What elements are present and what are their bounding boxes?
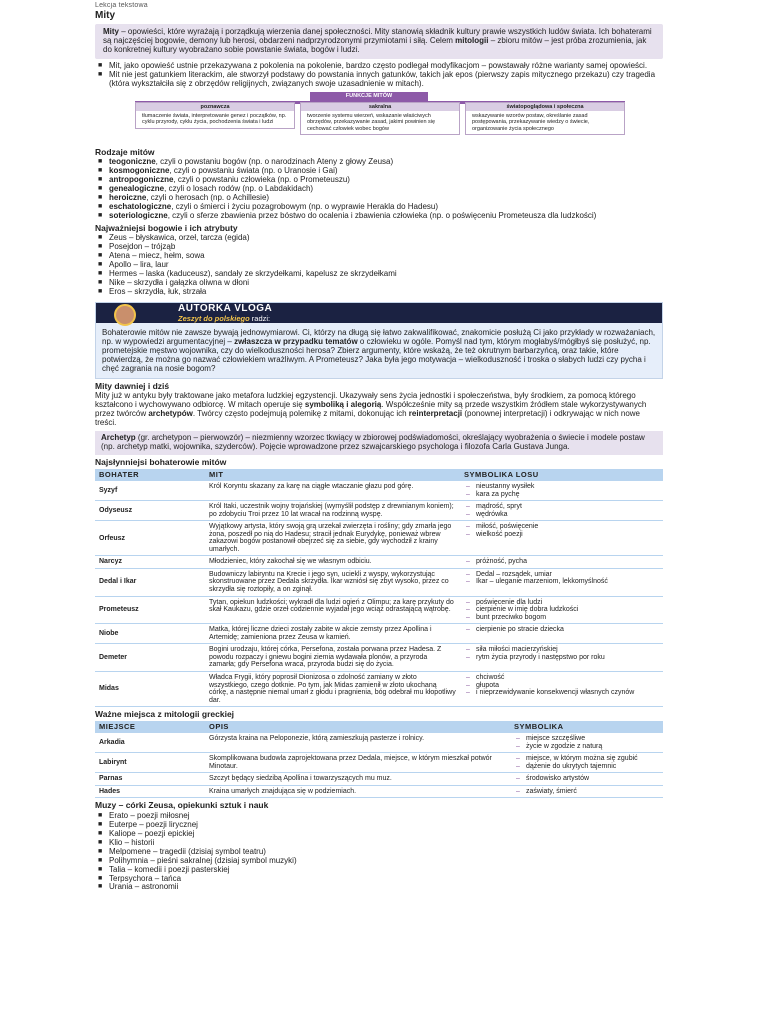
table-row (95, 671, 663, 706)
list-item: ■ Kaliope – poezji epickiej (109, 830, 663, 839)
muses-list (95, 812, 663, 893)
list-item: – miłość, poświęcenie (476, 523, 659, 531)
list-item: – chciwość (476, 674, 659, 682)
row-description: Matka, której liczne dzieci zostały zabite w akcie zemsty przez Apollina i Artemidę; zamieniona przez Zeusa w kamień. (205, 624, 460, 644)
row-symbolism (510, 773, 663, 786)
list-item: ■ Nike – skrzydła i gałązka oliwna w dłoni (109, 279, 663, 288)
author-name: AUTORKA VLOGA (178, 303, 273, 315)
list-item: – środowisko artystów (526, 775, 659, 783)
intro-bullets (95, 62, 663, 89)
list-item: – głupota (476, 682, 659, 690)
row-description: Górzysta kraina na Peloponezie, którą zamieszkują pasterze i rolnicy. (205, 733, 510, 753)
table-row (95, 644, 663, 672)
function-head: światopoglądowa i społeczna (466, 103, 624, 111)
list-item: – wielkość poezji (476, 531, 659, 539)
table-row (95, 556, 663, 569)
table-row (95, 481, 663, 501)
row-name: Prometeusz (95, 596, 205, 624)
list-item: ■ soteriologiczne, czyli o sferze zbawienia przez bóstwo do ocalenia i zbawienia człowieka (np. o poświęceniu Prometeusza dla ludzkości) (109, 212, 663, 221)
row-description: Kraina umarłych znajdująca się w podziemiach. (205, 785, 510, 798)
archetype-box: Archetyp (gr. archetypon – pierwowzór) – niezmienny wzorzec tkwiący w zbiorowej podświadomości, określający wyobrażenia o świecie i modele postaw (np. archetyp matki, wojownika, szyderców). Pojęcie wprowadzone przez szwajcarskiego psychologa i filozofa Carla Gustava Junga. (95, 431, 663, 455)
author-bar (96, 303, 662, 323)
intro-text2: – zbioru mitów – jest próba zrozumienia, jak do konkretnej kultury wyobrażano sobie powstanie świata, bogów i ludzi. (103, 35, 647, 54)
list-item: – mądrość, spryt (476, 503, 659, 511)
column-header: OPIS (205, 721, 510, 733)
row-description: Bogini urodzaju, której córka, Persefona, została porwana przez Hadesa. Z powodu rozpaczy i gniewu bogini ziemia wydawała plonów, a przyroda zamarła; gdy Persefona wraca, przyroda budzi się do życia. (205, 644, 460, 672)
table-row (95, 568, 663, 596)
list-item: ■ Zeus – błyskawica, orzeł, tarcza (egida) (109, 234, 663, 243)
row-description: Skomplikowana budowla zaprojektowana przez Dedala, miejsce, w którym mieszkał potwór Minotaur. (205, 753, 510, 773)
row-description: Władca Frygii, który poprosił Dionizosa o zdolność zamiany w złoto wszystkiego, czego dotknie. Po tym, jak Midas zamienił w złoto ukochaną córkę, a następnie niemal umarł z głodu i pragnienia, bóg odebrał mu kłopotliwy dar. (205, 671, 460, 706)
avatar (114, 304, 136, 326)
list-item: ■ Klio – historii (109, 839, 663, 848)
list-item: ■ Atena – miecz, hełm, sowa (109, 252, 663, 261)
list-item: – miejsce, w którym można się zgubić (526, 755, 659, 763)
list-item: ■ Mit nie jest gatunkiem literackim, ale stworzył podstawy do powstania innych gatunków, takich jak epos (pierwszy zapis mitycznego przekazu) czy tragedia (która wykształciła się z obrzędów religijnych, związanych swoje uzasadnienie w mitach). (109, 71, 663, 89)
table-row (95, 596, 663, 624)
table-row (95, 624, 663, 644)
gods-list (95, 234, 663, 297)
places-table (95, 721, 663, 799)
types-heading: Rodzaje mitów (95, 146, 155, 157)
row-name: Orfeusz (95, 521, 205, 556)
row-name: Labirynt (95, 753, 205, 773)
function-body: tworzenie systemu wierzeń, wskazanie właściwych obrzędów, przekazywanie zasad, jakimi powinien się cechować człowiek wobec bogów (307, 112, 436, 132)
row-symbolism (460, 556, 663, 569)
table-row (95, 773, 663, 786)
list-item: ■ Terpsychora – tańca (109, 875, 663, 884)
row-name: Narcyz (95, 556, 205, 569)
list-item: ■ Posejdon – trójząb (109, 243, 663, 252)
row-name: Odyseusz (95, 501, 205, 521)
table-row (95, 501, 663, 521)
list-item: ■ Erato – poezji miłosnej (109, 812, 663, 821)
list-item: – próżność, pycha (476, 558, 659, 566)
row-name: Niobe (95, 624, 205, 644)
heroes-table (95, 469, 663, 708)
function-box (465, 102, 625, 135)
list-item: – rytm życia przyrody i następstwo por roku (476, 654, 659, 662)
functions-diagram (95, 92, 663, 144)
row-description: Wyjątkowy artysta, który swoją grą urzekał zwierzęta i rośliny; gdy zmarła jego żona, poszedł po nią do Hadesu; stracił jednak Eurydykę, ponieważ wbrew zakazowi bogów postanowił obejrzeć się za siebie, gdy wychodził z krainy umarłych. (205, 521, 460, 556)
author-subtitle: Zeszyt do polskiego radzi: (178, 314, 271, 324)
row-description: Król Itaki, uczestnik wojny trojańskiej (wymyślił podstęp z drewnianym koniem); po zdobyciu Troi przez 10 lat wracał na rodzinną wyspę. (205, 501, 460, 521)
list-item: ■ genealogiczne, czyli o losach rodów (np. o Labdakidach) (109, 185, 663, 194)
types-list (95, 158, 663, 221)
row-symbolism (460, 624, 663, 644)
list-item: ■ antropogoniczne, czyli o powstaniu człowieka (np. o Prometeuszu) (109, 176, 663, 185)
list-item: ■ Talia – komedii i poezji pasterskiej (109, 866, 663, 875)
list-item: – wędrówka (476, 511, 659, 519)
table-row (95, 753, 663, 773)
row-symbolism (460, 671, 663, 706)
column-header: SYMBOLIKA (510, 721, 663, 733)
list-item: – miejsce szczęśliwe (526, 735, 659, 743)
intro-term2: mitologii (455, 35, 489, 45)
intro-term: Mity (103, 27, 119, 37)
row-name: Midas (95, 671, 205, 706)
gods-heading: Najważniejsi bogowie i ich atrybuty (95, 222, 238, 233)
row-description: Budowniczy labiryntu na Krecie i jego syn, uciekli z wyspy, wykorzystując skonstruowane przez Dedala skrzydła. Ikar wzniósł się zbyt wysoko, przez co skrzydła się roztopiły, a on zginął. (205, 568, 460, 596)
list-item: ■ Eros – skrzydła, łuk, strzała (109, 288, 663, 297)
row-description: Tytan, opiekun ludzkości; wykradł dla ludzi ogień z Olimpu; za karę przykuty do skał Kaukazu, gdzie orzeł codziennie wyjadał jego wciąż odrastającą wątrobę. (205, 596, 460, 624)
document-page (95, 2, 663, 1024)
function-body: wskazywanie wzorów postaw, określanie zasad postępowania, przekazywanie wiedzy o świecie, organizowanie życia społecznego (472, 112, 590, 132)
list-item: ■ Euterpe – poezji lirycznej (109, 821, 663, 830)
row-symbolism (460, 568, 663, 596)
row-name: Hades (95, 785, 205, 798)
row-name: Demeter (95, 644, 205, 672)
list-item: ■ Melpomene – tragedii (dzisiaj symbol teatru) (109, 848, 663, 857)
list-item: – Dedal – rozsądek, umiar (476, 571, 659, 579)
row-symbolism (460, 596, 663, 624)
table-row (95, 785, 663, 798)
row-symbolism (460, 481, 663, 501)
list-item: – cierpienie w imię dobra ludzkości (476, 606, 659, 614)
list-item: ■ Hermes – laska (kaduceusz), sandały ze skrzydełkami, kapelusz ze skrzydełkami (109, 270, 663, 279)
table-row (95, 733, 663, 753)
column-header: MIT (205, 469, 460, 481)
list-item: ■ teogoniczne, czyli o powstaniu bogów (np. o narodzinach Ateny z głowy Zeusa) (109, 158, 663, 167)
author-text: Bohaterowie mitów nie zawsze bywają jednowymiarowi. Ci, którzy na długą się łatwo zakwalifikować, znakomicie posłużą Ci jako przykłady w rozważaniach, np. w wypowiedzi argumentacyjnej – zwłaszcza w przypadku tematów o człowieku w ogóle. Pomyśl nad tym, którym mogłabyś/mógłbyś się posłużyć, np. prometejskie męstwo wojownika, czy do wielkoduszności herosa? Zbierz argumenty, które wskażą, że też okrutnym barbarzyńcą, oraz takie, które potwierdzą, że można go nazwać człowiekiem wrażliwym. A Prometeusz? Jaka była jego motywacja – wielkoduszność i troska o słabych ludzi czy pycha i chęć zagrania na nosie bogom? (96, 323, 662, 378)
function-box (135, 102, 295, 129)
list-item: ■ heroiczne, czyli o herosach (np. o Achillesie) (109, 194, 663, 203)
list-item: – zaświaty, śmierć (526, 788, 659, 796)
list-item: – Ikar – uleganie marzeniom, lekkomyślność (476, 578, 659, 586)
list-item: ■ Urania – astronomii (109, 883, 663, 892)
list-item: ■ kosmogoniczne, czyli o powstaniu świata (np. o Uranosie i Gai) (109, 167, 663, 176)
row-symbolism (460, 501, 663, 521)
list-item: – nieustanny wysiłek (476, 483, 659, 491)
muses-heading: Muzy – córki Zeusa, opiekunki sztuk i nauk (95, 800, 269, 811)
today-heading: Mity dawniej i dziś (95, 380, 170, 391)
row-description: Szczyt będący siedzibą Apollina i towarzyszących mu muz. (205, 773, 510, 786)
function-head: sakralna (301, 103, 459, 111)
list-item: – cierpienie po stracie dziecka (476, 626, 659, 634)
column-header: BOHATER (95, 469, 205, 481)
column-header: MIEJSCE (95, 721, 205, 733)
today-text: Mity już w antyku były traktowane jako metafora ludzkiej egzystencji. Ukazywały sens życia jednostki i społeczeństwa, były środkiem, za pomocą którego kształcono i wychowywano odbiorcę. W mitach operuje się symboliką i alegorią. Współcześnie mity są przede wszystkim źródłem stale wykorzystywanych przez twórców archetypów. Twórcy często podejmują polemikę z mitami, dokonując ich reinterpretacji (ponownej interpretacji) i odkrywając w nich nowe treści. (95, 391, 647, 428)
list-item: – i nieprzewidywanie konsekwencji własnych czynów (476, 689, 659, 697)
intro-text: – opowieści, które wyrażają i porządkują wierzenia danej społeczności. Mity stanowią składnik kultury prawie wszystkich ludów świata. Ich bohaterami są najczęściej bogowie, demony lub herosi, obdarzeni nadprzyrodzonymi przymiotami i siłą. Celem (103, 27, 652, 45)
list-item: ■ Polihymnia – pieśni sakralnej (dzisiaj symbol muzyki) (109, 857, 663, 866)
row-description: Młodzieniec, który zakochał się we własnym odbiciu. (205, 556, 460, 569)
row-symbolism (510, 753, 663, 773)
list-item: – poświęcenie dla ludzi (476, 599, 659, 607)
row-name: Parnas (95, 773, 205, 786)
list-item: ■ eschatologiczne, czyli o śmierci i życiu pozagrobowym (np. o wyprawie Herakla do Hadesu) (109, 203, 663, 212)
list-item: – siła miłości macierzyńskiej (476, 646, 659, 654)
row-symbolism (510, 785, 663, 798)
row-name: Arkadia (95, 733, 205, 753)
row-description: Król Koryntu skazany za karę na ciągłe wtaczanie głazu pod górę. (205, 481, 460, 501)
row-name: Syzyf (95, 481, 205, 501)
list-item: – dążenie do ukrytych tajemnic (526, 763, 659, 771)
heroes-heading: Najsłynniejsi bohaterowie mitów (95, 457, 227, 468)
function-box (300, 102, 460, 135)
functions-title: FUNKCJE MITÓW (310, 92, 428, 101)
lesson-label: Lekcja tekstowa (95, 2, 148, 9)
list-item: – życie w zgodzie z naturą (526, 743, 659, 751)
list-item: – bunt przeciwko bogom (476, 614, 659, 622)
table-row (95, 521, 663, 556)
function-head: poznawcza (136, 103, 294, 111)
row-symbolism (510, 733, 663, 753)
row-symbolism (460, 521, 663, 556)
row-symbolism (460, 644, 663, 672)
list-item: ■ Mit, jako opowieść ustnie przekazywana z pokolenia na pokolenie, bardzo często podlegał modyfikacjom – powstawały różne warianty samej opowieści. (109, 62, 663, 71)
page-title: Mity (95, 9, 115, 21)
intro-box (95, 24, 663, 59)
author-tip-box (95, 302, 663, 379)
function-body: tłumaczenie świata, interpretowanie genez i początków, np. cyklu przyrody, cyklu życia, pochodzenia świata i ludzi (142, 112, 287, 126)
list-item: – kara za pychę (476, 491, 659, 499)
list-item: ■ Apollo – lira, laur (109, 261, 663, 270)
row-name: Dedal i Ikar (95, 568, 205, 596)
column-header: SYMBOLIKA LOSU (460, 469, 663, 481)
places-heading: Ważne miejsca z mitologii greckiej (95, 709, 235, 720)
